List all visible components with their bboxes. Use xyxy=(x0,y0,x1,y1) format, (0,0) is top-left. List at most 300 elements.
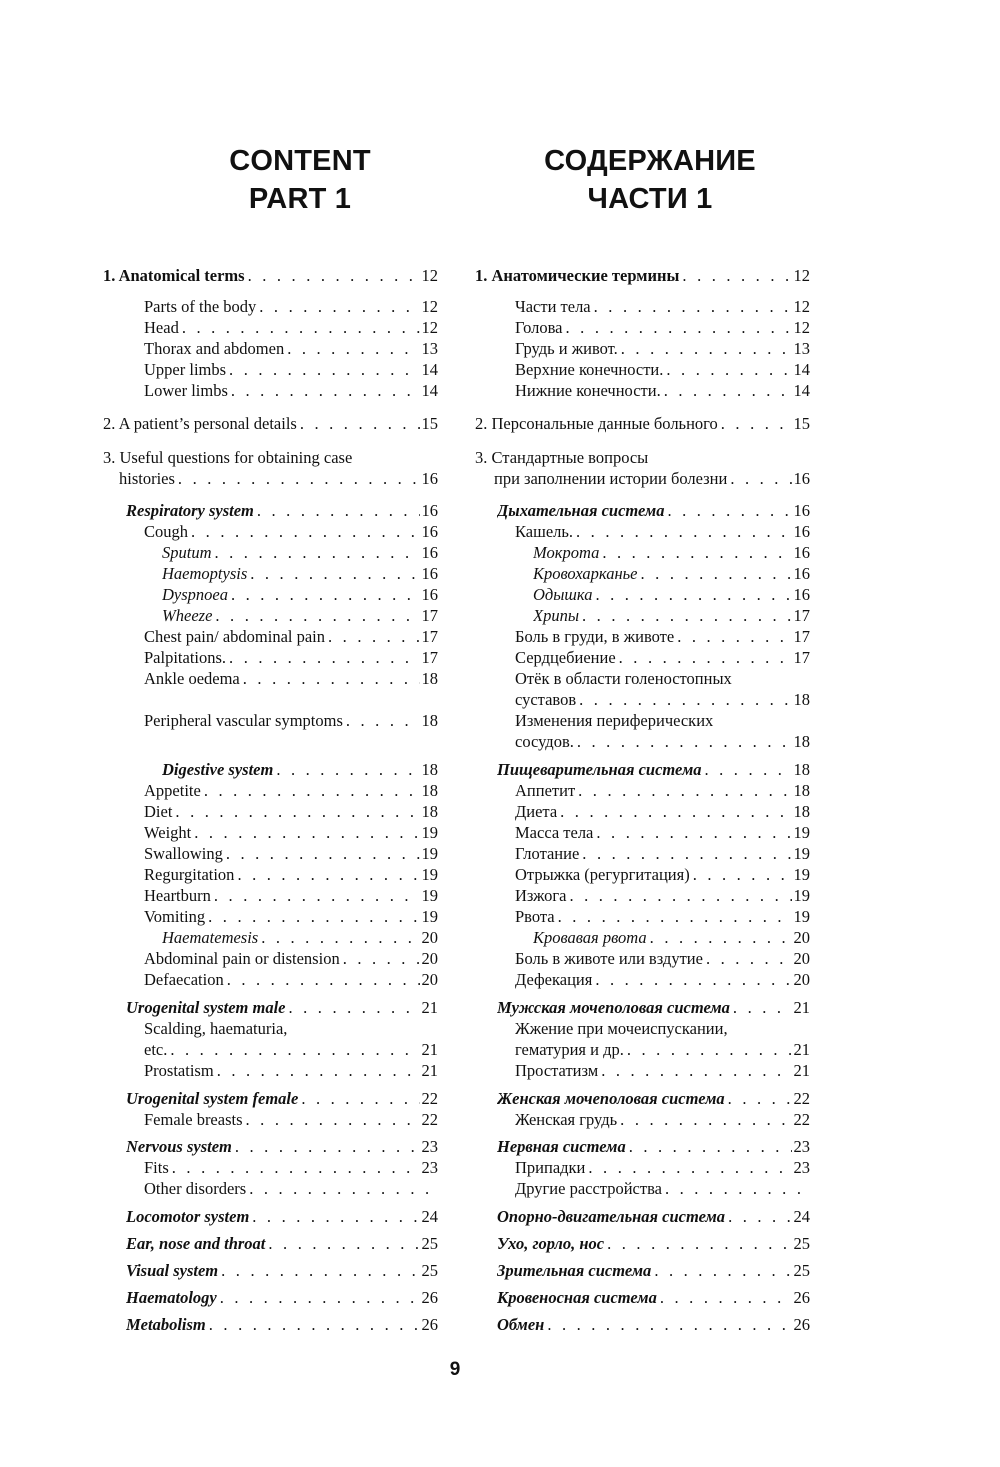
dot-leader xyxy=(555,906,792,927)
content-heading-english xyxy=(205,142,395,218)
toc-entry-label: Dyspnoea xyxy=(162,585,228,604)
heading-line-chasti: ЧАСТИ 1 xyxy=(587,183,713,215)
toc-entry-page: 16 xyxy=(793,585,810,604)
toc-entry[interactable] xyxy=(475,413,810,434)
toc-entry[interactable] xyxy=(144,780,438,801)
content-heading-russian xyxy=(530,142,770,218)
toc-entry-label: Haemoptysis xyxy=(162,564,248,583)
toc-entry[interactable] xyxy=(497,997,810,1018)
toc-entry-label: Chest pain/ abdominal pain xyxy=(144,627,326,646)
toc-entry[interactable] xyxy=(162,759,438,780)
dot-leader xyxy=(212,542,420,563)
toc-entry-label: Prostatism xyxy=(144,1061,214,1080)
toc-entry-label: etc. xyxy=(144,1040,168,1059)
toc-entry-page: 21 xyxy=(793,998,810,1017)
dot-leader xyxy=(234,864,419,885)
dot-leader xyxy=(228,584,420,605)
toc-entry[interactable] xyxy=(126,1314,438,1335)
toc-entry-page: 19 xyxy=(793,823,810,842)
dot-leader xyxy=(214,1060,420,1081)
toc-entry-label: Thorax and abdomen xyxy=(144,339,285,358)
toc-entry[interactable] xyxy=(162,584,438,605)
toc-entry-page: 16 xyxy=(793,522,810,541)
toc-entry-label: Head xyxy=(144,318,179,337)
dot-leader xyxy=(661,380,792,401)
dot-leader xyxy=(298,1088,419,1109)
toc-entry[interactable] xyxy=(126,1088,438,1109)
dot-leader xyxy=(226,647,419,668)
toc-entry-page: 19 xyxy=(421,907,438,926)
toc-entry-label: Отёк в области голеностопных xyxy=(515,669,732,688)
toc-entry[interactable] xyxy=(144,317,438,338)
toc-entry-page: 20 xyxy=(793,970,810,989)
toc-entry-label: Кашель. xyxy=(515,522,574,541)
toc-entry[interactable] xyxy=(126,997,438,1018)
toc-entry-label: Heartburn xyxy=(144,886,211,905)
toc-entry-label: Верхние конечности. xyxy=(515,360,664,379)
dot-leader xyxy=(599,542,791,563)
dot-leader xyxy=(591,296,792,317)
toc-entry-label: Боль в груди, в животе xyxy=(515,627,675,646)
toc-entry-page: 18 xyxy=(421,711,438,730)
dot-leader xyxy=(265,1233,419,1254)
toc-entry[interactable] xyxy=(497,500,810,521)
toc-entry[interactable] xyxy=(515,296,810,317)
heading-line-content: CONTENT xyxy=(229,145,371,177)
toc-entry[interactable] xyxy=(126,1287,438,1308)
toc-entry-page: 16 xyxy=(421,522,438,541)
dot-leader xyxy=(273,759,419,780)
toc-entry[interactable] xyxy=(119,468,438,489)
toc-entry[interactable] xyxy=(144,864,438,885)
toc-entry-label: Nervous system xyxy=(126,1137,232,1156)
dot-leader xyxy=(617,1109,791,1130)
dot-leader xyxy=(576,689,791,710)
toc-entry[interactable] xyxy=(515,689,810,710)
toc-entry-label: Urogenital system female xyxy=(126,1089,299,1108)
toc-entry-page: 24 xyxy=(793,1207,810,1226)
toc-entry-label: Female breasts xyxy=(144,1110,243,1129)
toc-entry-label: Other disorders xyxy=(144,1179,247,1198)
dot-leader xyxy=(727,468,791,489)
dot-leader xyxy=(169,1157,420,1178)
toc-entry-page: 20 xyxy=(421,928,438,947)
toc-entry-label: 1. Анатомические термины xyxy=(475,266,680,285)
dot-leader xyxy=(616,647,792,668)
toc-entry[interactable] xyxy=(103,265,438,286)
toc-entry-label: Другие расстройства xyxy=(515,1179,662,1198)
toc-entry-page: 13 xyxy=(421,339,438,358)
toc-entry-page: 26 xyxy=(793,1288,810,1307)
toc-entry[interactable] xyxy=(515,1039,810,1060)
toc-entry-page: 16 xyxy=(421,501,438,520)
toc-entry-page: 16 xyxy=(793,501,810,520)
toc-entry[interactable] xyxy=(144,359,438,380)
dot-leader xyxy=(557,801,791,822)
toc-entry-page: 23 xyxy=(421,1158,438,1177)
dot-leader xyxy=(592,584,791,605)
toc-entry-label: Upper limbs xyxy=(144,360,227,379)
toc-entry-page: 21 xyxy=(421,1040,438,1059)
toc-entry[interactable] xyxy=(494,468,810,489)
toc-entry[interactable] xyxy=(144,906,438,927)
toc-entry[interactable] xyxy=(497,1206,810,1227)
toc-entry[interactable] xyxy=(515,969,810,990)
toc-entry-label: Пищеварительная система xyxy=(497,760,702,779)
toc-entry-page: 14 xyxy=(793,360,810,379)
toc-entry-page: 19 xyxy=(793,886,810,905)
toc-entry-page: 21 xyxy=(421,1061,438,1080)
toc-entry-page: 21 xyxy=(793,1061,810,1080)
toc-entry-page: 15 xyxy=(793,414,810,433)
toc-entry[interactable] xyxy=(144,521,438,542)
toc-entry[interactable] xyxy=(475,265,810,286)
toc-entry[interactable] xyxy=(126,500,438,521)
toc-entry-page: 22 xyxy=(421,1089,438,1108)
toc-entry-page: 18 xyxy=(421,781,438,800)
toc-entry-label: Ankle oedema xyxy=(144,669,240,688)
toc-entry-label: 3. Useful questions for obtaining case xyxy=(103,448,353,467)
toc-entry[interactable] xyxy=(497,1088,810,1109)
toc-entry-label: Простатизм xyxy=(515,1061,599,1080)
dot-leader xyxy=(703,948,792,969)
toc-entry[interactable] xyxy=(144,801,438,822)
toc-entry-label: Хрипы xyxy=(533,606,580,625)
toc-entry-label: Palpitations. xyxy=(144,648,227,667)
dot-leader xyxy=(573,521,791,542)
toc-entry-page: 19 xyxy=(421,865,438,884)
toc-entry[interactable] xyxy=(144,380,438,401)
dot-leader xyxy=(167,1039,419,1060)
toc-entry-page: 25 xyxy=(421,1234,438,1253)
dot-leader xyxy=(188,521,419,542)
dot-leader xyxy=(284,338,419,359)
toc-entry-page: 18 xyxy=(793,732,810,751)
toc-entry-label: Metabolism xyxy=(126,1315,206,1334)
toc-entry[interactable] xyxy=(533,927,810,948)
toc-entry-label: Respiratory system xyxy=(126,501,254,520)
toc-entry[interactable] xyxy=(144,668,438,689)
dot-leader xyxy=(245,265,420,286)
toc-entry-page: 25 xyxy=(793,1234,810,1253)
toc-entry-label: Swallowing xyxy=(144,844,223,863)
dot-leader xyxy=(657,1287,792,1308)
toc-entry[interactable] xyxy=(475,447,810,468)
toc-entry-page: 19 xyxy=(421,886,438,905)
toc-entry-label: Мокрота xyxy=(533,543,600,562)
dot-leader xyxy=(618,338,792,359)
toc-entry[interactable] xyxy=(515,647,810,668)
toc-entry[interactable] xyxy=(162,542,438,563)
toc-entry-label: гематурия и др. xyxy=(515,1040,624,1059)
toc-entry-label: Части тела xyxy=(515,297,591,316)
toc-entry-page: 15 xyxy=(421,414,438,433)
toc-entry[interactable] xyxy=(144,338,438,359)
dot-leader xyxy=(258,927,419,948)
dot-leader xyxy=(206,1314,420,1335)
toc-entry[interactable] xyxy=(497,1136,810,1157)
toc-entry-page: 25 xyxy=(793,1261,810,1280)
toc-entry-label: 2. A patient’s personal details xyxy=(103,414,297,433)
toc-entry-page: 21 xyxy=(421,998,438,1017)
toc-entry-page: 14 xyxy=(421,381,438,400)
toc-entry[interactable] xyxy=(515,731,810,752)
toc-entry[interactable] xyxy=(515,948,810,969)
toc-entry[interactable] xyxy=(515,801,810,822)
toc-entry-page: 17 xyxy=(793,627,810,646)
toc-entry-label: Жжение при мочеиспускании, xyxy=(515,1019,728,1038)
toc-entry-page: 24 xyxy=(421,1207,438,1226)
toc-entry[interactable] xyxy=(126,1233,438,1254)
toc-entry[interactable] xyxy=(515,359,810,380)
toc-entry-page: 20 xyxy=(421,970,438,989)
toc-entry-page: 26 xyxy=(793,1315,810,1334)
toc-entry[interactable] xyxy=(144,710,438,731)
toc-entry[interactable] xyxy=(515,521,810,542)
heading-line-soderzhanie: СОДЕРЖАНИЕ xyxy=(544,145,756,177)
dot-leader xyxy=(205,906,419,927)
toc-entry[interactable] xyxy=(162,605,438,626)
toc-entry-page: 17 xyxy=(421,648,438,667)
toc-entry[interactable] xyxy=(144,1039,438,1060)
toc-entry-page: 17 xyxy=(421,627,438,646)
toc-entry[interactable] xyxy=(533,584,810,605)
toc-entry-page: 17 xyxy=(421,606,438,625)
toc-entry-page: 16 xyxy=(421,543,438,562)
toc-entry[interactable] xyxy=(162,927,438,948)
toc-entry-page: 16 xyxy=(793,543,810,562)
toc-entry[interactable] xyxy=(497,1260,810,1281)
toc-entry[interactable] xyxy=(515,906,810,927)
dot-leader xyxy=(224,969,420,990)
toc-entry-page: 16 xyxy=(793,469,810,488)
toc-entry-label: Отрыжка (регургитация) xyxy=(515,865,690,884)
toc-entry-label: Кровохарканье xyxy=(533,564,638,583)
toc-entry-label: Lower limbs xyxy=(144,381,228,400)
dot-leader xyxy=(179,317,420,338)
dot-leader xyxy=(593,822,791,843)
dot-leader xyxy=(226,359,419,380)
toc-entry-page: 17 xyxy=(793,606,810,625)
toc-entry-page: 23 xyxy=(793,1158,810,1177)
dot-leader xyxy=(223,843,420,864)
toc-entry-page: 23 xyxy=(793,1137,810,1156)
dot-leader xyxy=(638,563,792,584)
toc-entry-label: Appetite xyxy=(144,781,201,800)
toc-entry-label: Fits xyxy=(144,1158,169,1177)
toc-entry-label: Diet xyxy=(144,802,173,821)
toc-entry[interactable] xyxy=(144,843,438,864)
toc-entry[interactable] xyxy=(515,380,810,401)
dot-leader xyxy=(191,822,419,843)
dot-leader xyxy=(212,605,419,626)
toc-entry[interactable] xyxy=(144,1109,438,1130)
toc-entry-page: 20 xyxy=(421,949,438,968)
toc-entry-label: Припадки xyxy=(515,1158,586,1177)
toc-entry[interactable] xyxy=(515,885,810,906)
toc-entry-page: 18 xyxy=(793,781,810,800)
dot-leader xyxy=(626,1136,792,1157)
toc-entry-page: 12 xyxy=(793,318,810,337)
dot-leader xyxy=(172,801,419,822)
toc-entry[interactable] xyxy=(144,885,438,906)
toc-entry[interactable] xyxy=(497,759,810,780)
dot-leader xyxy=(228,380,420,401)
toc-entry[interactable] xyxy=(126,1206,438,1227)
toc-entry-page: 12 xyxy=(793,297,810,316)
toc-entry[interactable] xyxy=(162,563,438,584)
toc-entry-label: Опорно-двигательная система xyxy=(497,1207,726,1226)
dot-leader xyxy=(256,296,419,317)
toc-entry-page: 26 xyxy=(421,1288,438,1307)
toc-entry[interactable] xyxy=(515,780,810,801)
toc-entry-label: Глотание xyxy=(515,844,580,863)
toc-entry-page: 21 xyxy=(793,1040,810,1059)
toc-entry[interactable] xyxy=(515,1018,810,1039)
toc-entry[interactable] xyxy=(497,1314,810,1335)
toc-entry[interactable] xyxy=(515,822,810,843)
toc-entry-page: 18 xyxy=(793,690,810,709)
toc-entry-page: 18 xyxy=(421,669,438,688)
toc-entry-page: 14 xyxy=(421,360,438,379)
dot-leader xyxy=(662,1178,801,1199)
toc-entry[interactable] xyxy=(144,822,438,843)
toc-entry-label: Диета xyxy=(515,802,558,821)
toc-entry-page: 16 xyxy=(793,564,810,583)
dot-leader xyxy=(218,1260,419,1281)
toc-entry-page: 26 xyxy=(421,1315,438,1334)
toc-entry-page: 12 xyxy=(793,266,810,285)
dot-leader xyxy=(647,927,792,948)
toc-entry[interactable] xyxy=(144,969,438,990)
toc-entry-label: Vomiting xyxy=(144,907,206,926)
toc-entry[interactable] xyxy=(497,1233,810,1254)
toc-entry-label: Кровавая рвота xyxy=(533,928,647,947)
toc-entry-page: 18 xyxy=(793,760,810,779)
heading-line-part: PART 1 xyxy=(248,183,352,215)
dot-leader xyxy=(651,1260,791,1281)
toc-entry-page: 17 xyxy=(793,648,810,667)
toc-entry[interactable] xyxy=(515,668,810,689)
dot-leader xyxy=(254,500,420,521)
toc-entry-page: 14 xyxy=(793,381,810,400)
toc-entry-label: Urogenital system male xyxy=(126,998,286,1017)
toc-entry[interactable] xyxy=(497,1287,810,1308)
toc-entry-label: суставов xyxy=(515,690,577,709)
toc-entry[interactable] xyxy=(515,317,810,338)
toc-entry-label: Женская грудь xyxy=(515,1110,618,1129)
dot-leader xyxy=(585,1157,791,1178)
toc-entry-label: Нервная система xyxy=(497,1137,626,1156)
toc-entry-page: 12 xyxy=(421,297,438,316)
toc-entry-label: Visual system xyxy=(126,1261,219,1280)
dot-leader xyxy=(604,1233,791,1254)
page-number: 9 xyxy=(449,1359,461,1380)
dot-leader xyxy=(201,780,420,801)
toc-entry[interactable] xyxy=(515,710,810,731)
toc-entry-label: Дефекация xyxy=(515,970,593,989)
toc-entry[interactable] xyxy=(533,605,810,626)
toc-entry[interactable] xyxy=(144,1157,438,1178)
toc-entry[interactable] xyxy=(515,626,810,647)
dot-leader xyxy=(343,710,420,731)
toc-entry-page: 25 xyxy=(421,1261,438,1280)
toc-entry-label: Defaecation xyxy=(144,970,224,989)
toc-entry-label: Мужская мочеполовая система xyxy=(497,998,730,1017)
toc-entry-label: histories xyxy=(119,469,175,488)
toc-entry-page: 18 xyxy=(793,802,810,821)
toc-entry-label: Regurgitation xyxy=(144,865,235,884)
toc-entry-page: 23 xyxy=(421,1137,438,1156)
toc-entry[interactable] xyxy=(103,447,438,468)
toc-entry[interactable] xyxy=(533,542,810,563)
toc-entry-label: Ear, nose and throat xyxy=(126,1234,266,1253)
toc-entry[interactable] xyxy=(515,1060,810,1081)
toc-entry-page: 19 xyxy=(793,865,810,884)
toc-entry[interactable] xyxy=(515,1109,810,1130)
dot-leader xyxy=(725,1088,792,1109)
dot-leader xyxy=(297,413,420,434)
toc-entry-label: Нижние конечности. xyxy=(515,381,661,400)
dot-leader xyxy=(232,1136,420,1157)
toc-entry[interactable] xyxy=(515,864,810,885)
toc-entry-page: 13 xyxy=(793,339,810,358)
dot-leader xyxy=(247,563,419,584)
toc-entry-label: Дыхательная система xyxy=(497,501,665,520)
toc-entry[interactable] xyxy=(144,647,438,668)
toc-entry-page: 19 xyxy=(793,844,810,863)
toc-entry[interactable] xyxy=(515,338,810,359)
toc-entry-label: Рвота xyxy=(515,907,555,926)
toc-entry-label: Сердцебиение xyxy=(515,648,616,667)
toc-entry[interactable] xyxy=(144,948,438,969)
toc-entry-label: Голова xyxy=(515,318,563,337)
toc-entry[interactable] xyxy=(144,1018,438,1039)
dot-leader xyxy=(579,843,791,864)
dot-leader xyxy=(663,359,791,380)
toc-entry-label: Scalding, haematuria, xyxy=(144,1019,288,1038)
toc-entry[interactable] xyxy=(515,843,810,864)
toc-entry-page: 12 xyxy=(421,266,438,285)
toc-entry[interactable] xyxy=(126,1260,438,1281)
toc-entry[interactable] xyxy=(103,413,438,434)
toc-entry[interactable] xyxy=(126,1136,438,1157)
toc-entry-page: 12 xyxy=(421,318,438,337)
toc-entry[interactable] xyxy=(533,563,810,584)
toc-entry-label: Обмен xyxy=(497,1315,545,1334)
toc-entry-label: Одышка xyxy=(533,585,593,604)
dot-leader xyxy=(240,668,420,689)
toc-entry[interactable] xyxy=(144,1178,429,1199)
toc-entry-page: 19 xyxy=(793,907,810,926)
dot-leader xyxy=(286,997,420,1018)
dot-leader xyxy=(246,1178,429,1199)
toc-entry-label: Боль в животе или вздутие xyxy=(515,949,703,968)
dot-leader xyxy=(702,759,792,780)
toc-entry-label: Изменения периферических xyxy=(515,711,714,730)
toc-entry[interactable] xyxy=(144,1060,438,1081)
toc-entry-page: 19 xyxy=(421,823,438,842)
toc-entry[interactable] xyxy=(515,1178,801,1199)
toc-entry-page: 16 xyxy=(421,585,438,604)
toc-entry-page: 16 xyxy=(421,469,438,488)
toc-entry[interactable] xyxy=(144,626,438,647)
toc-entry-page: 18 xyxy=(421,760,438,779)
dot-leader xyxy=(624,1039,792,1060)
toc-entry[interactable] xyxy=(515,1157,810,1178)
dot-leader xyxy=(674,626,791,647)
toc-entry[interactable] xyxy=(144,296,438,317)
